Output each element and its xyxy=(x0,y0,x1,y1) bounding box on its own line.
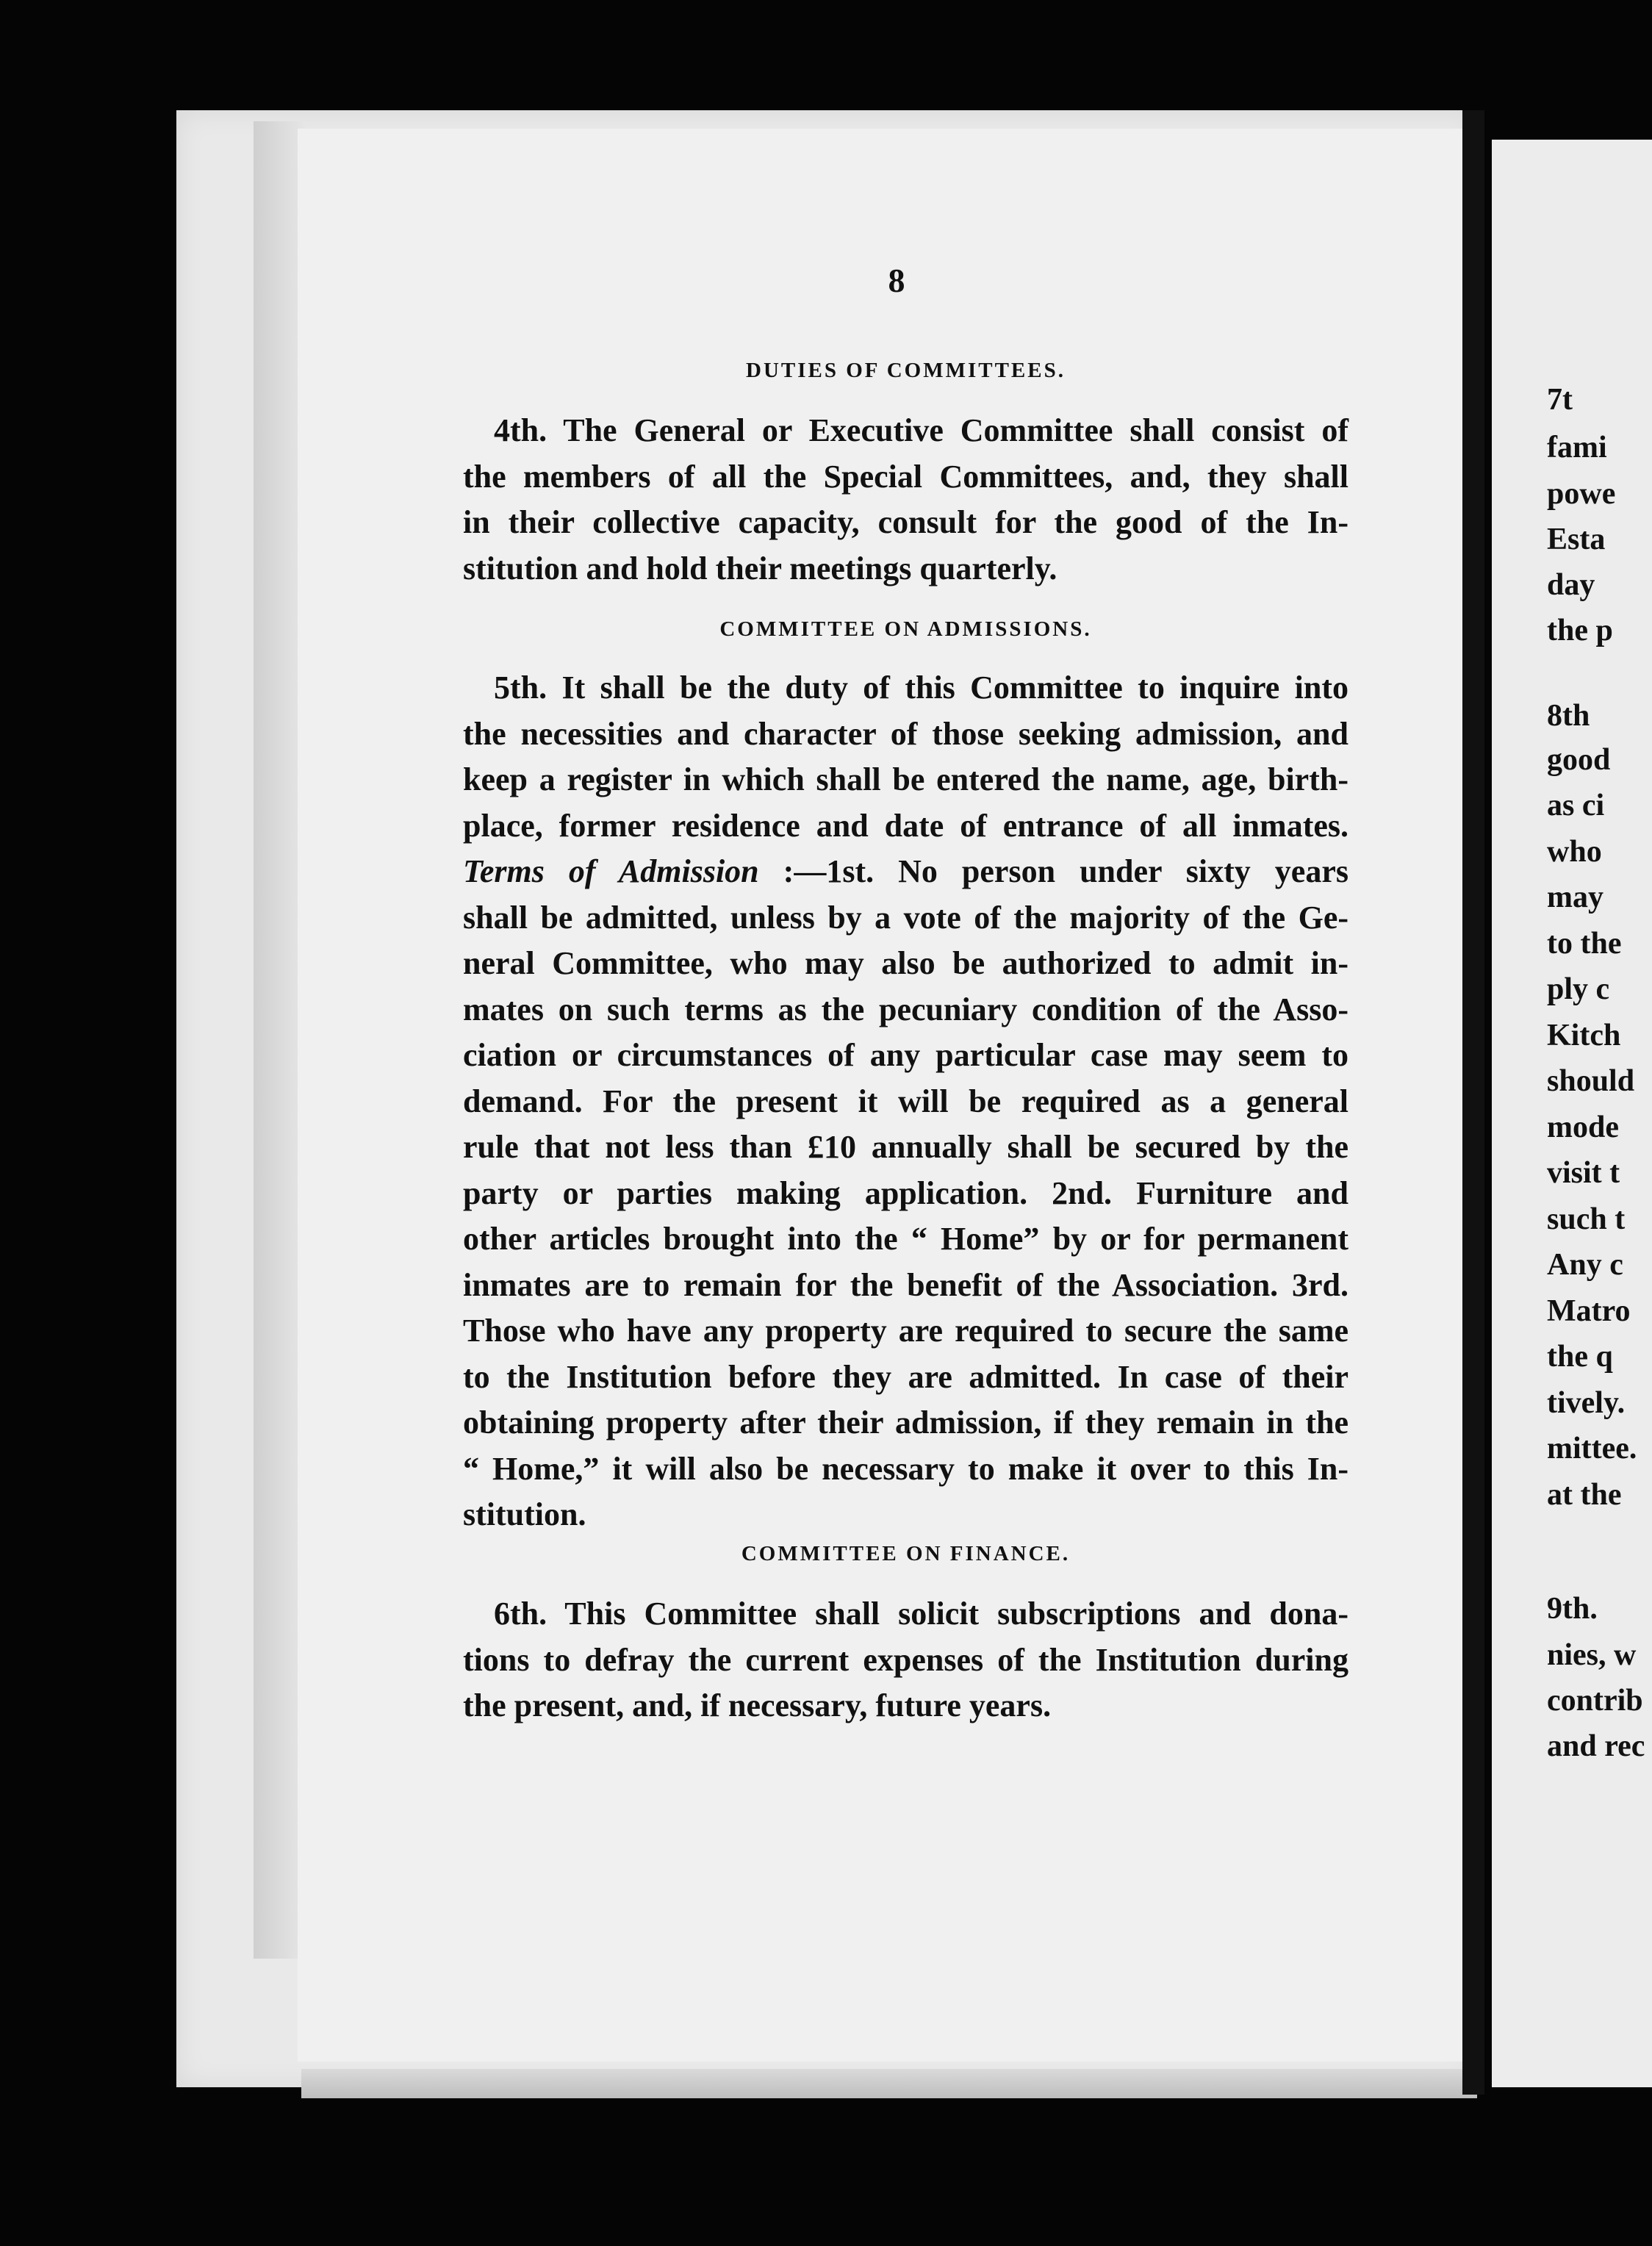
right-fragment: who xyxy=(1547,835,1602,869)
text-line: “ Home,” it will also be necessary to make it over to this In- xyxy=(463,1450,1348,1487)
right-fragment: as ci xyxy=(1547,789,1605,822)
italic-terms-of-admission: Terms of Admission xyxy=(463,853,759,889)
text-line: mates on such terms as the pecuniary condition of the Asso- xyxy=(463,991,1348,1027)
right-fragment: to the xyxy=(1547,927,1622,961)
right-fragment: 9th. xyxy=(1547,1592,1598,1626)
text-line: Those who have any property are required to secure the same xyxy=(463,1313,1348,1349)
page-number: 8 xyxy=(888,262,905,299)
text-line: 6th. This Committee shall solicit subscriptions and dona- xyxy=(494,1596,1348,1632)
text-line: the necessities and character of those seeking admission, and xyxy=(463,715,1348,752)
text-line: ciation or circumstances of any particular case may seem to xyxy=(463,1037,1348,1073)
right-fragment: good xyxy=(1547,743,1611,777)
text-line: obtaining property after their admission, if they remain in the xyxy=(463,1404,1348,1440)
text-line: other articles brought into the “ Home” by or for permanent xyxy=(463,1221,1348,1257)
text-line: place, former residence and date of entrance of all inmates. xyxy=(463,807,1348,844)
text-line: to the Institution before they are admitted. In case of their xyxy=(463,1358,1348,1395)
right-fragment: 8th xyxy=(1547,699,1590,733)
heading-duties-of-committees: DUTIES OF COMMITTEES. xyxy=(746,359,1066,382)
right-fragment: should xyxy=(1547,1064,1635,1098)
paragraph-6th xyxy=(463,1591,1348,1729)
right-fragment: the q xyxy=(1547,1340,1613,1374)
text-line: 4th. The General or Executive Committee shall consist of xyxy=(494,412,1348,448)
heading-committee-on-admissions: COMMITTEE ON ADMISSIONS. xyxy=(719,617,1092,641)
right-fragment: mode xyxy=(1547,1111,1619,1144)
right-fragment: mittee. xyxy=(1547,1432,1637,1465)
right-fragment: ply c xyxy=(1547,972,1610,1006)
text-line: tions to defray the current expenses of the Institution during xyxy=(463,1641,1348,1678)
right-fragment: may xyxy=(1547,880,1603,914)
right-fragment: visit t xyxy=(1547,1156,1620,1190)
heading-committee-on-finance: COMMITTEE ON FINANCE. xyxy=(741,1542,1071,1565)
right-fragment: the p xyxy=(1547,614,1613,647)
text-line: inmates are to remain for the benefit of the Association. 3rd. xyxy=(463,1266,1348,1303)
text-line: 5th. It shall be the duty of this Committee to inquire into xyxy=(494,670,1348,706)
text-line-terms xyxy=(463,849,1348,895)
text-line: the members of all the Special Committees, and, they shall xyxy=(463,458,1348,495)
right-fragment: 7t xyxy=(1547,383,1573,417)
paragraph-4th xyxy=(463,408,1348,592)
text-line: rule that not less than £10 annually shall be secured by the xyxy=(463,1129,1348,1165)
text-line: in their collective capacity, consult for the good of the In- xyxy=(463,504,1348,540)
right-fragment: day xyxy=(1547,568,1595,602)
text-line: shall be admitted, unless by a vote of the majority of the Ge- xyxy=(463,899,1348,936)
right-fragment: tively. xyxy=(1547,1386,1626,1420)
gutter xyxy=(1462,110,1484,2095)
text-line: the present, and, if necessary, future years. xyxy=(463,1687,1052,1723)
right-fragment: Matro xyxy=(1547,1294,1631,1328)
terms-rest: :—1st. No person under sixty years xyxy=(758,853,1348,889)
right-fragment: at the xyxy=(1547,1478,1622,1512)
right-fragment: such t xyxy=(1547,1202,1626,1236)
page-bottom-edge xyxy=(301,2069,1477,2098)
right-fragment: fami xyxy=(1547,431,1607,464)
right-fragment: and rec xyxy=(1547,1729,1645,1763)
text-line: party or parties making application. 2nd. Furniture and xyxy=(463,1174,1348,1211)
text-line: stitution. xyxy=(463,1496,586,1532)
text-line: stitution and hold their meetings quarterly. xyxy=(463,550,1057,586)
paragraph-5th xyxy=(463,665,1348,1538)
right-fragment: Kitch xyxy=(1547,1019,1621,1052)
right-fragment: nies, w xyxy=(1547,1638,1637,1672)
text-line: keep a register in which shall be entered the name, age, birth- xyxy=(463,761,1348,797)
right-fragment: powe xyxy=(1547,477,1616,511)
right-fragment: Esta xyxy=(1547,523,1606,556)
text-line: neral Committee, who may also be authorized to admit in- xyxy=(463,945,1348,981)
right-fragment: Any c xyxy=(1547,1248,1623,1282)
text-line: demand. For the present it will be required as a general xyxy=(463,1083,1348,1119)
right-fragment: contrib xyxy=(1547,1684,1643,1718)
